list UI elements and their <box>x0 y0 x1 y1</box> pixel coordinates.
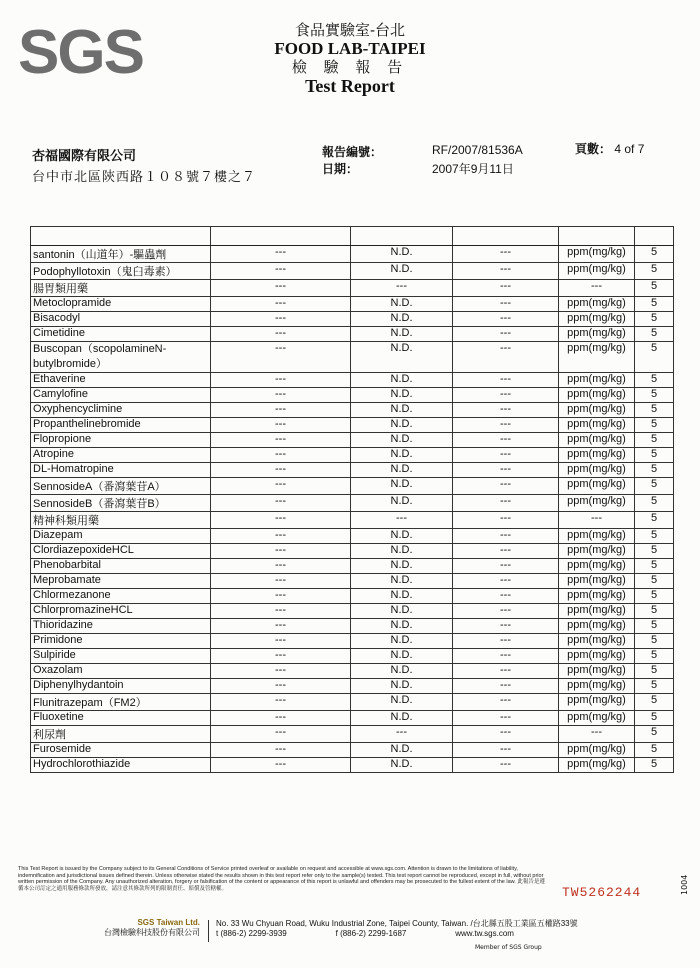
detection-limit: 5 <box>635 403 674 418</box>
unit: ppm(mg/kg) <box>559 246 635 263</box>
analyte-name: Phenobarbital <box>31 559 211 574</box>
unit: ppm(mg/kg) <box>559 495 635 512</box>
result-value: N.D. <box>351 433 453 448</box>
result-col-1: --- <box>211 664 351 679</box>
result-col-3: --- <box>453 574 559 589</box>
unit: --- <box>559 726 635 743</box>
result-col-3: --- <box>453 418 559 433</box>
detection-limit: 5 <box>635 495 674 512</box>
table-row <box>31 574 674 589</box>
result-col-3: --- <box>453 403 559 418</box>
table-row <box>31 758 674 773</box>
report-no: RF/2007/81536A <box>432 143 523 157</box>
table-row <box>31 529 674 544</box>
table-row <box>31 263 674 280</box>
table-row <box>31 388 674 403</box>
result-col-1: --- <box>211 574 351 589</box>
table-row <box>31 679 674 694</box>
company-website: www.tw.sgs.com <box>455 929 514 938</box>
table-row <box>31 342 674 373</box>
result-col-3: --- <box>453 388 559 403</box>
client-block <box>32 145 256 185</box>
detection-limit: 5 <box>635 559 674 574</box>
report-code: TW5262244 <box>562 885 642 900</box>
result-value: N.D. <box>351 679 453 694</box>
footer-company <box>70 918 200 938</box>
side-number: 1004 <box>680 874 689 895</box>
unit: ppm(mg/kg) <box>559 758 635 773</box>
result-col-1: --- <box>211 418 351 433</box>
detection-limit: 5 <box>635 529 674 544</box>
table-row <box>31 649 674 664</box>
page-indicator <box>575 140 644 157</box>
detection-limit: 5 <box>635 388 674 403</box>
result-col-1: --- <box>211 263 351 280</box>
unit: ppm(mg/kg) <box>559 463 635 478</box>
result-value: N.D. <box>351 589 453 604</box>
analyte-name: ChlorpromazineHCL <box>31 604 211 619</box>
analyte-name: 利尿劑 <box>31 726 211 743</box>
table-row <box>31 634 674 649</box>
detection-limit: 5 <box>635 726 674 743</box>
table-row <box>31 478 674 495</box>
analyte-name: Meprobamate <box>31 574 211 589</box>
detection-limit: 5 <box>635 589 674 604</box>
table-row <box>31 373 674 388</box>
company-name-en: SGS Taiwan Ltd. <box>137 918 200 927</box>
page-label: 頁數： <box>575 142 612 156</box>
analyte-name: Ethaverine <box>31 373 211 388</box>
detection-limit: 5 <box>635 512 674 529</box>
unit: ppm(mg/kg) <box>559 478 635 495</box>
result-col-3: --- <box>453 758 559 773</box>
result-col-1: --- <box>211 433 351 448</box>
footer-divider <box>208 920 209 942</box>
result-value: N.D. <box>351 246 453 263</box>
detection-limit: 5 <box>635 327 674 342</box>
result-col-1: --- <box>211 726 351 743</box>
unit: ppm(mg/kg) <box>559 619 635 634</box>
result-col-1: --- <box>211 297 351 312</box>
result-value: N.D. <box>351 448 453 463</box>
detection-limit: 5 <box>635 478 674 495</box>
analyte-name: SennosideB（番瀉葉苷B） <box>31 495 211 512</box>
result-col-3: --- <box>453 559 559 574</box>
unit: ppm(mg/kg) <box>559 433 635 448</box>
result-col-3: --- <box>453 433 559 448</box>
detection-limit: 5 <box>635 604 674 619</box>
report-title-zh: 檢 驗 報 告 <box>291 57 409 76</box>
unit: ppm(mg/kg) <box>559 694 635 711</box>
result-value: N.D. <box>351 297 453 312</box>
result-col-1: --- <box>211 478 351 495</box>
analyte-name: Bisacodyl <box>31 312 211 327</box>
analyte-name: Sulpiride <box>31 649 211 664</box>
analyte-name: Hydrochlorothiazide <box>31 758 211 773</box>
unit: ppm(mg/kg) <box>559 388 635 403</box>
detection-limit: 5 <box>635 463 674 478</box>
analyte-name: Oxazolam <box>31 664 211 679</box>
unit: ppm(mg/kg) <box>559 373 635 388</box>
unit: ppm(mg/kg) <box>559 529 635 544</box>
client-address: 台中市北區陝西路１０８號７樓之７ <box>32 170 257 185</box>
result-col-3: --- <box>453 373 559 388</box>
result-col-1: --- <box>211 463 351 478</box>
unit: ppm(mg/kg) <box>559 589 635 604</box>
result-col-1: --- <box>211 589 351 604</box>
result-col-3: --- <box>453 312 559 327</box>
unit: ppm(mg/kg) <box>559 418 635 433</box>
unit: ppm(mg/kg) <box>559 263 635 280</box>
result-col-1: --- <box>211 544 351 559</box>
analyte-name: 腸胃類用藥 <box>31 280 211 297</box>
result-value: N.D. <box>351 327 453 342</box>
footer-address-block <box>216 918 578 938</box>
detection-limit: 5 <box>635 574 674 589</box>
result-col-3: --- <box>453 495 559 512</box>
unit: ppm(mg/kg) <box>559 649 635 664</box>
result-value: N.D. <box>351 544 453 559</box>
result-value: N.D. <box>351 574 453 589</box>
result-col-1: --- <box>211 495 351 512</box>
table-row <box>31 589 674 604</box>
table-row <box>31 463 674 478</box>
table-top-spacer <box>31 227 674 246</box>
table-row <box>31 512 674 529</box>
result-value: N.D. <box>351 711 453 726</box>
analyte-name: Podophyllotoxin（鬼臼毒素） <box>31 263 211 280</box>
table-row <box>31 604 674 619</box>
company-address: No. 33 Wu Chyuan Road, Wuku Industrial Zone, Taipei County, Taiwan. /台北縣五股工業區五權路33號 <box>216 919 578 928</box>
result-col-1: --- <box>211 529 351 544</box>
result-col-3: --- <box>453 664 559 679</box>
unit: ppm(mg/kg) <box>559 544 635 559</box>
detection-limit: 5 <box>635 263 674 280</box>
detection-limit: 5 <box>635 280 674 297</box>
result-value: N.D. <box>351 312 453 327</box>
result-col-3: --- <box>453 604 559 619</box>
result-value: N.D. <box>351 559 453 574</box>
result-value: N.D. <box>351 342 453 373</box>
detection-limit: 5 <box>635 743 674 758</box>
unit: ppm(mg/kg) <box>559 448 635 463</box>
table-row <box>31 433 674 448</box>
table-row <box>31 448 674 463</box>
result-col-3: --- <box>453 634 559 649</box>
analyte-name: Propanthelinebromide <box>31 418 211 433</box>
analyte-name: Thioridazine <box>31 619 211 634</box>
result-col-3: --- <box>453 743 559 758</box>
result-col-1: --- <box>211 280 351 297</box>
result-value: N.D. <box>351 388 453 403</box>
unit: ppm(mg/kg) <box>559 679 635 694</box>
table-row <box>31 327 674 342</box>
result-col-1: --- <box>211 758 351 773</box>
report-date: 2007年9月11日 <box>432 162 514 176</box>
footer-disclaimer: This Test Report is issued by the Company subject to its General Conditions of Service printed overleaf or available on request and accessible at www.sgs.com. Attention is drawn to the limitations of liability, indemnification and jurisdictional issues defined therein. Unless otherwise stated the results shown in this test report refer only to the sample(s) tested. This test report cannot be reproduced, except in full, without prior written permission of the Company. Any unauthorized alteration, forgery or falsification of the content or appearance of this report is unlawful and offenders may be prosecuted to the fullest extent of the law. 此報告是遵循本公司訂定之通用服務條款所發放，請注意其條款所列的限制責任、賠償及管轄權。 <box>18 866 545 892</box>
detection-limit: 5 <box>635 679 674 694</box>
unit: --- <box>559 512 635 529</box>
analyte-name: ClordiazepoxideHCL <box>31 544 211 559</box>
result-col-1: --- <box>211 679 351 694</box>
unit: ppm(mg/kg) <box>559 604 635 619</box>
table-row <box>31 418 674 433</box>
result-value: N.D. <box>351 634 453 649</box>
detection-limit: 5 <box>635 619 674 634</box>
analyte-name: Atropine <box>31 448 211 463</box>
unit: ppm(mg/kg) <box>559 664 635 679</box>
results-table <box>30 226 674 773</box>
detection-limit: 5 <box>635 373 674 388</box>
analyte-name: Furosemide <box>31 743 211 758</box>
table-row <box>31 664 674 679</box>
member-of-sgs: Member of SGS Group <box>475 944 542 951</box>
result-value: --- <box>351 726 453 743</box>
analyte-name: 精神科類用藥 <box>31 512 211 529</box>
result-value: N.D. <box>351 694 453 711</box>
result-col-3: --- <box>453 726 559 743</box>
result-col-3: --- <box>453 619 559 634</box>
result-col-3: --- <box>453 246 559 263</box>
analyte-name: DL-Homatropine <box>31 463 211 478</box>
result-col-1: --- <box>211 246 351 263</box>
detection-limit: 5 <box>635 246 674 263</box>
result-value: N.D. <box>351 495 453 512</box>
result-value: --- <box>351 512 453 529</box>
result-col-1: --- <box>211 619 351 634</box>
unit: ppm(mg/kg) <box>559 634 635 649</box>
result-value: N.D. <box>351 743 453 758</box>
report-no-label: 報告編號： <box>322 145 383 159</box>
table-row <box>31 711 674 726</box>
result-col-3: --- <box>453 512 559 529</box>
result-col-1: --- <box>211 512 351 529</box>
unit: ppm(mg/kg) <box>559 297 635 312</box>
result-col-1: --- <box>211 403 351 418</box>
unit: ppm(mg/kg) <box>559 743 635 758</box>
result-value: N.D. <box>351 403 453 418</box>
detection-limit: 5 <box>635 711 674 726</box>
company-tel: t (886-2) 2299-3939 <box>216 929 287 938</box>
sgs-logo: SGS <box>18 18 143 87</box>
detection-limit: 5 <box>635 297 674 312</box>
result-col-1: --- <box>211 448 351 463</box>
result-col-1: --- <box>211 327 351 342</box>
analyte-name: Fluoxetine <box>31 711 211 726</box>
unit: ppm(mg/kg) <box>559 327 635 342</box>
result-col-1: --- <box>211 342 351 373</box>
result-col-3: --- <box>453 448 559 463</box>
result-col-3: --- <box>453 463 559 478</box>
lab-name-en: FOOD LAB-TAIPEI <box>274 39 426 59</box>
page-number: 4 of 7 <box>614 142 645 156</box>
table-row <box>31 246 674 263</box>
result-col-3: --- <box>453 342 559 373</box>
analyte-name: Metoclopramide <box>31 297 211 312</box>
analyte-name: Chlormezanone <box>31 589 211 604</box>
unit: --- <box>559 280 635 297</box>
result-col-3: --- <box>453 711 559 726</box>
result-col-1: --- <box>211 743 351 758</box>
company-fax: f (886-2) 2299-1687 <box>335 929 407 938</box>
analyte-name: Oxyphencyclimine <box>31 403 211 418</box>
unit: ppm(mg/kg) <box>559 312 635 327</box>
analyte-name: Flopropione <box>31 433 211 448</box>
detection-limit: 5 <box>635 312 674 327</box>
detection-limit: 5 <box>635 342 674 373</box>
result-col-3: --- <box>453 544 559 559</box>
result-col-1: --- <box>211 559 351 574</box>
result-value: N.D. <box>351 463 453 478</box>
result-value: N.D. <box>351 664 453 679</box>
result-value: N.D. <box>351 263 453 280</box>
detection-limit: 5 <box>635 758 674 773</box>
detection-limit: 5 <box>635 664 674 679</box>
detection-limit: 5 <box>635 448 674 463</box>
result-col-1: --- <box>211 634 351 649</box>
result-value: N.D. <box>351 758 453 773</box>
result-col-3: --- <box>453 263 559 280</box>
table-row <box>31 297 674 312</box>
result-value: N.D. <box>351 373 453 388</box>
table-row <box>31 726 674 743</box>
result-col-3: --- <box>453 589 559 604</box>
analyte-name: Cimetidine <box>31 327 211 342</box>
analyte-name: Primidone <box>31 634 211 649</box>
table-row <box>31 495 674 512</box>
result-col-3: --- <box>453 297 559 312</box>
result-col-3: --- <box>453 280 559 297</box>
unit: ppm(mg/kg) <box>559 574 635 589</box>
result-value: N.D. <box>351 649 453 664</box>
result-value: N.D. <box>351 529 453 544</box>
table-row <box>31 280 674 297</box>
company-name-zh: 台灣檢驗科技股份有限公司 <box>104 928 200 937</box>
result-value: N.D. <box>351 604 453 619</box>
analyte-name: Diazepam <box>31 529 211 544</box>
unit: ppm(mg/kg) <box>559 711 635 726</box>
date-label: 日期： <box>322 162 359 176</box>
unit: ppm(mg/kg) <box>559 559 635 574</box>
results-body <box>31 227 674 773</box>
analyte-name: Buscopan（scopolamineN-butylbromide） <box>31 342 211 373</box>
table-row <box>31 619 674 634</box>
detection-limit: 5 <box>635 694 674 711</box>
table-row <box>31 403 674 418</box>
result-col-1: --- <box>211 649 351 664</box>
detection-limit: 5 <box>635 418 674 433</box>
result-value: N.D. <box>351 478 453 495</box>
result-col-1: --- <box>211 373 351 388</box>
lab-header <box>250 22 450 97</box>
table-row <box>31 694 674 711</box>
result-col-1: --- <box>211 312 351 327</box>
result-col-3: --- <box>453 679 559 694</box>
analyte-name: santonin（山道年）-驅蟲劑 <box>31 246 211 263</box>
table-row <box>31 544 674 559</box>
result-value: N.D. <box>351 418 453 433</box>
result-col-3: --- <box>453 529 559 544</box>
lab-name-zh: 食品實驗室-台北 <box>294 21 406 39</box>
table-row <box>31 312 674 327</box>
table-row <box>31 743 674 758</box>
table-row <box>31 559 674 574</box>
result-col-1: --- <box>211 388 351 403</box>
result-col-3: --- <box>453 649 559 664</box>
unit: ppm(mg/kg) <box>559 403 635 418</box>
analyte-name: Diphenylhydantoin <box>31 679 211 694</box>
result-col-1: --- <box>211 604 351 619</box>
result-col-1: --- <box>211 694 351 711</box>
detection-limit: 5 <box>635 649 674 664</box>
result-col-1: --- <box>211 711 351 726</box>
analyte-name: SennosideA（番瀉葉苷A） <box>31 478 211 495</box>
report-title-en: Test Report <box>305 76 395 97</box>
analyte-name: Flunitrazepam（FM2） <box>31 694 211 711</box>
result-col-3: --- <box>453 694 559 711</box>
result-col-3: --- <box>453 327 559 342</box>
detection-limit: 5 <box>635 433 674 448</box>
result-col-3: --- <box>453 478 559 495</box>
detection-limit: 5 <box>635 544 674 559</box>
analyte-name: Camylofine <box>31 388 211 403</box>
unit: ppm(mg/kg) <box>559 342 635 373</box>
detection-limit: 5 <box>635 634 674 649</box>
result-value: --- <box>351 280 453 297</box>
result-value: N.D. <box>351 619 453 634</box>
report-meta <box>322 143 572 177</box>
client-name: 杏福國際有限公司 <box>32 149 137 164</box>
